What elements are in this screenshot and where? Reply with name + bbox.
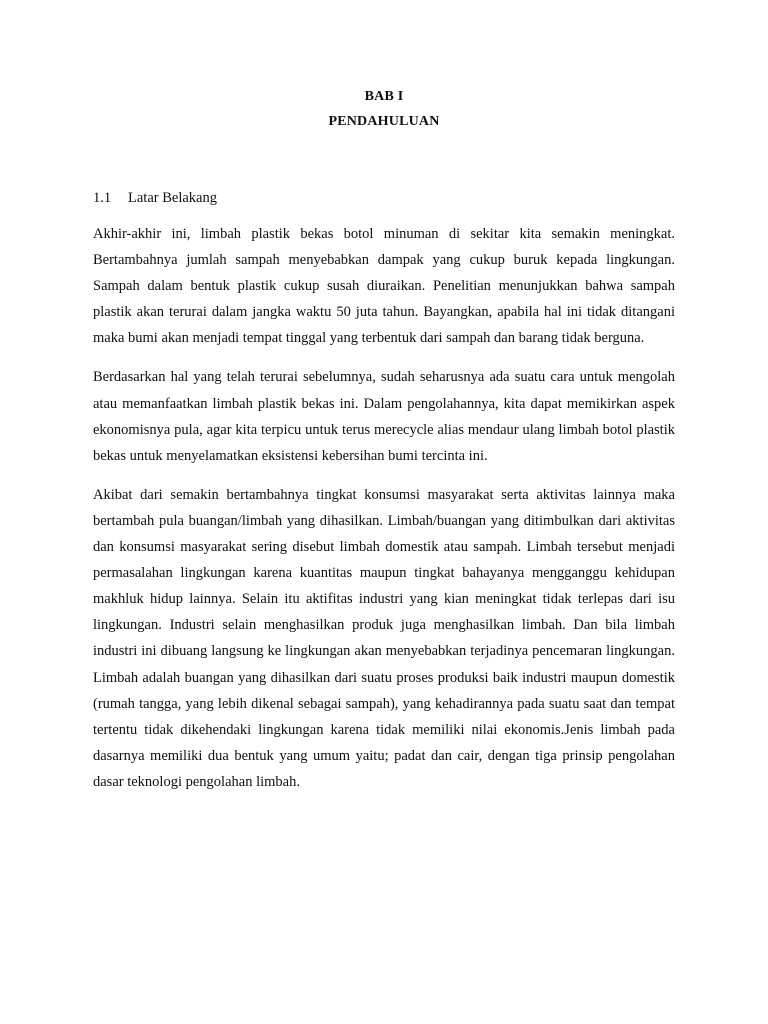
body-text <box>93 221 675 808</box>
chapter-number: BAB I <box>364 89 404 104</box>
chapter-title: PENDAHULUAN <box>328 114 440 129</box>
section-heading <box>93 189 217 207</box>
section-number: 1.1 <box>93 190 112 206</box>
paragraph-2: Berdasarkan hal yang telah terurai sebelumnya, sudah seharusnya ada suatu cara untuk mengolah atau memanfaatkan limbah plastik bekas ini. Dalam pengolahannya, kita dapat memikirkan aspek ekonomisnya pula, agar kita terpicu untuk terus merecycle alias mendaur ulang limbah botol plastik bekas untuk menyelamatkan eksistensi kebersihan bumi tercinta ini. <box>93 369 675 464</box>
paragraph-3: Akibat dari semakin bertambahnya tingkat konsumsi masyarakat serta aktivitas lainnya maka bertambah pula buangan/limbah yang dihasilkan. Limbah/buangan yang ditimbulkan dari aktivitas dan konsumsi masyarakat sering disebut limbah domestik atau sampah. Limbah tersebut menjadi permasalahan lingkungan karena kuantitas maupun tingkat bahayanya mengganggu kehidupan makhluk hidup lainnya. Selain itu aktifitas industri yang kian meningkat tidak terlepas dari isu lingkungan. Industri selain menghasilkan produk juga menghasilkan limbah. Dan bila limbah industri ini dibuang langsung ke lingkungan akan menyebabkan terjadinya pencemaran lingkungan. Limbah adalah buangan yang dihasilkan dari suatu proses produksi baik industri maupun domestik (rumah tangga, yang lebih dikenal sebagai sampah), yang kehadirannya pada suatu saat dan tempat tertentu tidak dikehendaki lingkungan karena tidak memiliki nilai ekonomis.Jenis limbah pada dasarnya memiliki dua bentuk yang umum yaitu; padat dan cair, dengan tiga prinsip pengolahan dasar teknologi pengolahan limbah. <box>93 486 675 790</box>
section-title: Latar Belakang <box>128 190 217 206</box>
paragraph-1: Akhir-akhir ini, limbah plastik bekas botol minuman di sekitar kita semakin meningkat. Bertambahnya jumlah sampah menyebabkan dampak yang cukup buruk kepada lingkungan. Sampah dalam bentuk plastik cukup susah diuraikan. Penelitian menunjukkan bahwa sampah plastik akan terurai dalam jangka waktu 50 juta tahun. Bayangkan, apabila hal ini tidak ditangani maka bumi akan menjadi tempat tinggal yang terbentuk dari sampah dan barang tidak berguna. <box>93 226 675 347</box>
